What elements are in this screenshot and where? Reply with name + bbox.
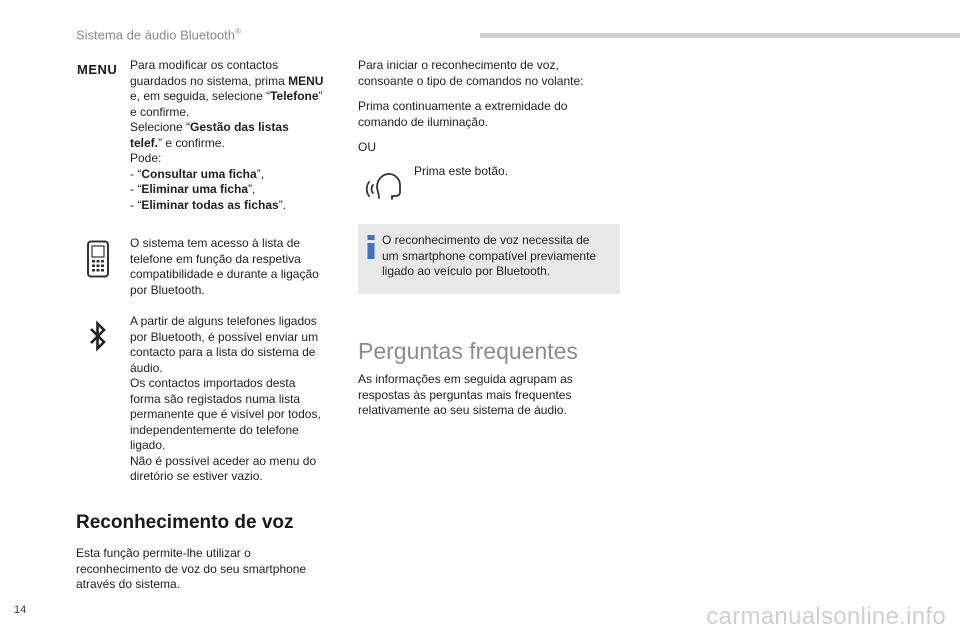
text-line: por Bluetooth, é possível enviar um xyxy=(130,329,319,344)
voice-recognition-heading: Reconhecimento de voz xyxy=(76,512,294,533)
text-line: respostas às perguntas mais frequentes xyxy=(358,387,572,402)
text-span: ”. xyxy=(278,197,287,212)
text-line: por Bluetooth. xyxy=(130,282,205,297)
text-line: através do sistema. xyxy=(76,577,181,591)
bluetooth-paragraph xyxy=(130,314,345,485)
bold-span: Consultar uma ficha xyxy=(141,166,257,181)
text-line: compatibilidade e durante a ligação xyxy=(130,267,319,281)
bold-span: telef. xyxy=(130,135,159,150)
bold-span: MENU xyxy=(288,73,324,88)
text-line: Para iniciar o reconhecimento de voz, xyxy=(358,58,559,72)
text-line: ligado. xyxy=(130,438,166,452)
text-line: Não é possível aceder ao menu do xyxy=(130,453,317,468)
bluetooth-icon xyxy=(88,320,108,352)
text-line: consoante o tipo de comandos no volante: xyxy=(358,73,584,88)
text-line: permanente que é visível por todos, xyxy=(130,407,321,421)
voice-intro-paragraph xyxy=(358,58,620,89)
info-text xyxy=(382,233,614,280)
text-line: telefone em função da respetiva xyxy=(130,251,301,266)
page-header-title xyxy=(76,27,241,42)
text-line: e confirme. xyxy=(130,104,190,119)
text-span: - “ xyxy=(130,197,142,212)
bold-span: Eliminar uma ficha xyxy=(141,182,249,196)
text-line: relativamente ao seu sistema de áudio. xyxy=(358,403,567,417)
registered-mark: ® xyxy=(235,27,241,36)
text-line: As informações em seguida agrupam as xyxy=(358,372,573,386)
text-span: - “ xyxy=(130,182,142,196)
text-line: um smartphone compatível previamente xyxy=(382,248,597,263)
phone-paragraph xyxy=(130,236,340,298)
text-line: contacto para a lista do sistema de xyxy=(130,345,316,359)
menu-paragraph xyxy=(130,58,340,213)
menu-icon: MENU xyxy=(77,62,118,77)
text-line: Esta função permite-lhe utilizar o xyxy=(76,546,251,560)
watermark: carmanualsonline.info xyxy=(706,603,946,630)
list-item xyxy=(130,167,340,183)
text-line xyxy=(130,136,340,152)
list-item xyxy=(130,182,340,198)
text-line: Pode: xyxy=(130,151,162,165)
bold-span: Eliminar todas as fichas xyxy=(141,197,279,212)
text-line: ligado ao veículo por Bluetooth. xyxy=(382,264,551,278)
header-bar xyxy=(480,33,960,38)
page-number: 14 xyxy=(14,604,27,616)
text-span: guardados no sistema, prima xyxy=(130,73,289,88)
text-line: independentemente do telefone xyxy=(130,422,299,437)
text-line: reconhecimento de voz do seu smartphone xyxy=(76,561,307,576)
text-line: comando de iluminação. xyxy=(358,114,489,129)
press-button-text: Prima este botão. xyxy=(414,164,509,178)
text-line xyxy=(130,74,340,90)
text-span: e, em seguida, selecione “ xyxy=(130,89,271,103)
text-line: A partir de alguns telefones ligados xyxy=(130,314,317,328)
text-line xyxy=(130,120,340,136)
faq-heading: Perguntas frequentes xyxy=(358,338,578,364)
bold-span: Telefone xyxy=(270,89,319,103)
text-line: Os contactos importados desta xyxy=(130,376,296,390)
voice-command-icon xyxy=(366,168,402,200)
list-item xyxy=(130,198,340,214)
bold-span: Gestão das listas xyxy=(190,120,289,134)
text-line xyxy=(130,89,340,105)
header-title-text: Sistema de áudio Bluetooth xyxy=(76,27,235,43)
text-line: O sistema tem acesso à lista de xyxy=(130,236,301,250)
text-span: ” e confirme. xyxy=(158,135,225,150)
voice-paragraph xyxy=(76,546,346,593)
phone-icon xyxy=(86,240,110,278)
faq-paragraph xyxy=(358,372,620,419)
text-span: ”, xyxy=(256,166,265,181)
info-box xyxy=(358,224,620,294)
text-span: - “ xyxy=(130,166,142,181)
text-line: O reconhecimento de voz necessita de xyxy=(382,233,590,247)
text-line: Para modificar os contactos xyxy=(130,58,279,72)
text-line: Prima continuamente a extremidade do xyxy=(358,99,568,113)
info-icon xyxy=(366,234,376,260)
text-span: ”, xyxy=(248,182,256,196)
or-label: OU xyxy=(358,140,376,154)
text-span: Selecione “ xyxy=(130,120,191,134)
text-line: áudio. xyxy=(130,360,163,375)
press-lighting-paragraph xyxy=(358,99,620,130)
text-line: diretório se estiver vazio. xyxy=(130,469,263,483)
text-line: forma são registados numa lista xyxy=(130,391,301,406)
text-span: ” xyxy=(318,89,323,103)
